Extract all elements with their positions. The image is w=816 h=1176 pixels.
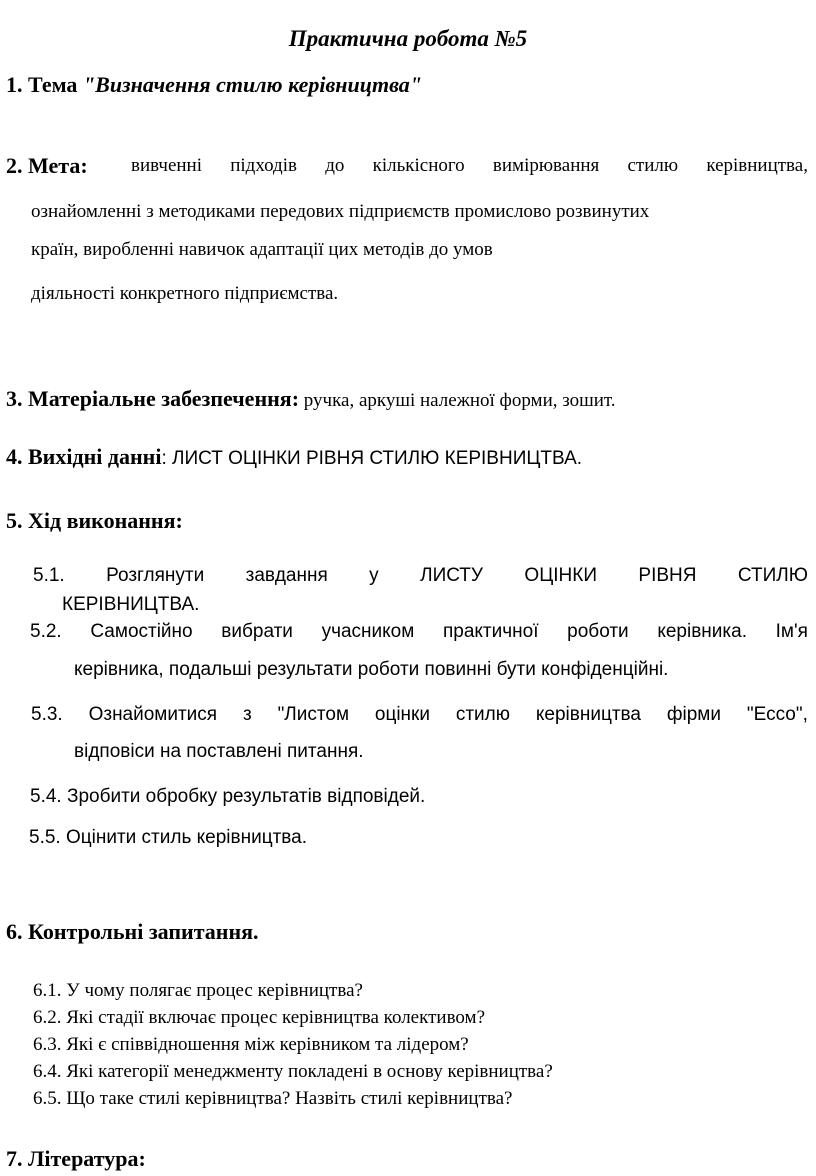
goal-word: стилю [627,155,679,176]
question-item: 6.2. Які стадії включає процес керівництва колективом? [33,1007,486,1028]
word: завдання [245,565,328,586]
procedure-item-2-cont: керівника, подальші результати роботи повинні бути конфіденційні. [74,659,669,680]
procedure-item-4: 5.4. Зробити обробку результатів відповідей. [30,786,426,807]
word: ОЦІНКИ [524,565,597,586]
topic-value: "Визначення стилю керівництва" [82,72,422,97]
materials-value: ручка, аркуші належної форми, зошит. [299,390,616,411]
goal-line-1 [131,155,808,177]
goal-word: вимірювання [492,155,600,176]
goal-label: 2. Мета: [6,153,88,178]
goal-word: до [325,155,345,176]
word: у [369,565,379,586]
word: керівника. [657,621,747,642]
word: з [242,704,252,725]
goal-word: вивченні [131,155,202,176]
materials-line [6,386,616,412]
word: учасником [321,621,415,642]
word: керівництва [535,704,642,725]
question-item: 6.1. У чому полягає процес керівництва? [33,980,363,1001]
question-item: 6.3. Які є співвідношення між керівником та лідером? [33,1034,469,1055]
word: вибрати [221,621,293,642]
word: Ознайомитися [88,704,218,725]
word: Самостійно [90,621,193,642]
input-data-line [6,444,582,470]
goal-word: керівництва, [706,155,808,176]
word: Розглянути [106,565,205,586]
procedure-item-2 [30,621,808,643]
procedure-item-5: 5.5. Оцінити стиль керівництва. [29,827,308,848]
goal-line-4: діяльності конкретного підприємства. [31,283,339,304]
input-data-value: : ЛИСТ ОЦІНКИ РІВНЯ СТИЛЮ КЕРІВНИЦТВА. [161,448,583,469]
word: стилю [455,704,511,725]
goal-word: підходів [230,155,297,176]
questions-heading: 6. Контрольні запитання. [6,919,259,944]
page-title: Практична робота №5 [288,26,528,51]
word: оцінки [374,704,430,725]
literature-heading: 7. Література: [6,1146,146,1171]
materials-label: 3. Матеріальне забезпечення: [6,386,300,411]
question-item: 6.4. Які категорії менеджменту покладені в основу керівництва? [33,1061,553,1082]
question-item: 6.5. Що таке стилі керівництва? Назвіть стилі керівництва? [33,1088,513,1109]
procedure-item-1 [33,565,808,587]
procedure-item-1-cont: КЕРІВНИЦТВА. [62,594,200,615]
word: РІВНЯ [638,565,697,586]
word: 5.1. [33,565,65,586]
word: 5.2. [30,621,62,642]
procedure-item-3 [31,704,808,726]
goal-line-3: країн, виробленні навичок адаптації цих методів до умов [31,239,493,260]
word: 5.3. [31,704,63,725]
goal-word: кількісного [372,155,465,176]
word: ЛИСТУ [420,565,483,586]
word: СТИЛЮ [737,565,808,586]
procedure-item-3-cont: відповіси на поставлені питання. [74,741,364,762]
word: Ім'я [775,621,808,642]
goal-line-2: ознайомленні з методиками передових підприємств промислово розвинутих [31,201,650,222]
procedure-heading: 5. Хід виконання: [6,508,183,533]
word: роботи [567,621,629,642]
topic-line [6,72,422,98]
word: практичної [442,621,539,642]
word: фірми [666,704,721,725]
word: "Ессо", [746,704,808,725]
word: "Листом [277,704,350,725]
topic-label: 1. Тема [6,72,78,97]
input-data-label: 4. Вихідні данні [6,444,162,469]
